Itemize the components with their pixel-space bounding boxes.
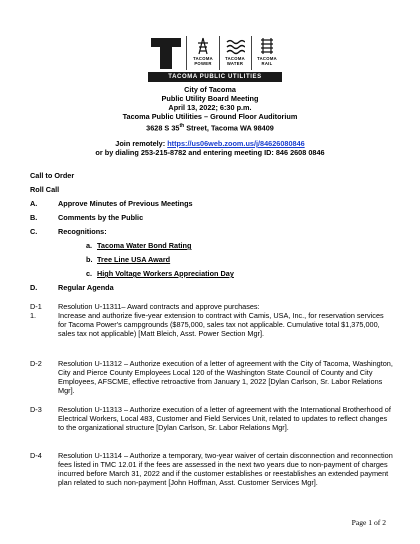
meeting-title: Public Utility Board Meeting [161, 94, 259, 103]
agenda-item-recognitions: Recognitions: [58, 227, 107, 236]
agenda-item-letter: C. [30, 227, 38, 236]
resolution-d4-text: Resolution U-11314 – Authorize a temporary, two-year waiver of certain disconnection and reconnection fees listed in TMC 12.01 if the fees are assessed in the next two years due to non-payment of charges incurred before March 31, 2022 and if the customer establishes or reestablishes an extended payment plan related to such non-payment [John Hoffman, Asst. Customer Services Mgr]. [58, 451, 393, 487]
resolution-d3-text: Resolution U-11313 – Authorize execution of a letter of agreement with the International Brotherhood of Electrical Workers, Local 483, Customer and Field Services Unit, related to updates to reflect changes to the organizational structure [Dylan Carlson, Sr. Labor Relations Mgr]. [58, 405, 391, 432]
agenda-item-letter: B. [30, 213, 38, 222]
address-pre: 3628 S 35 [146, 123, 180, 133]
page-number: Page 1 of 2 [351, 518, 386, 527]
recognition-high-voltage[interactable]: High Voltage Workers Appreciation Day [97, 269, 234, 278]
resolution-id: D-4 [30, 451, 42, 460]
recognition-letter: a. [86, 241, 93, 250]
logo-band: TACOMA PUBLIC UTILITIES [148, 72, 282, 82]
logo-rail-label1: TACOMA [257, 56, 277, 61]
logo-power-cell [188, 36, 218, 70]
meeting-address [0, 122, 420, 133]
water-waves-icon [220, 36, 250, 56]
power-tower-icon [188, 36, 218, 56]
address-sup: th [179, 123, 185, 129]
logo-water-label2: WATER [226, 61, 244, 66]
recognition-tree-line[interactable]: Tree Line USA Award [97, 255, 171, 264]
recognition-letter: c. [86, 269, 93, 278]
logo-water-cell [220, 36, 250, 70]
logo-rail-cell [252, 36, 282, 70]
logo-power-label2: POWER [194, 61, 212, 66]
agenda-item-letter: D. [30, 283, 38, 292]
resolution-id: D-2 [30, 359, 42, 368]
meeting-date: April 13, 2022; 6:30 p.m. [168, 103, 252, 112]
recognition-water-bond[interactable]: Tacoma Water Bond Rating [97, 241, 192, 250]
agenda-item-minutes: Approve Minutes of Previous Meetings [58, 199, 193, 208]
agenda-item-regular: Regular Agenda [58, 283, 114, 292]
resolution-d2-text: Resolution U-11312 – Authorize execution of a letter of agreement with the City of Tacoma, Washington, City and Pierce County Employees Local 120 of the Washington State Council of County and City Employees, AFSCME, effective retroactive from January 1, 2022 [Dylan Carlson, Sr. Labor Relations Mgr]. [58, 359, 393, 395]
recognition-letter: b. [86, 255, 93, 264]
meeting-venue: Tacoma Public Utilities – Ground Floor Auditorium [122, 112, 298, 121]
resolution-id: D-3 [30, 405, 42, 414]
tacoma-t-logo-icon [150, 36, 182, 70]
logo-power-label1: TACOMA [193, 56, 213, 61]
resolution-id: D-1 [30, 302, 42, 311]
agenda-item-letter: A. [30, 199, 38, 208]
dial-line: or by dialing 253-215-8782 and entering meeting ID: 846 2608 0846 [95, 148, 325, 157]
call-to-order: Call to Order [30, 171, 75, 180]
resolution-d1-text: Resolution U-11311– Award contracts and approve purchases: [58, 302, 260, 311]
rail-tracks-icon [252, 36, 282, 56]
resolution-sub-number: 1. [30, 311, 37, 320]
address-post: Street, Tacoma WA 98409 [184, 123, 274, 133]
roll-call: Roll Call [30, 185, 60, 194]
city-title: City of Tacoma [184, 85, 236, 94]
join-label: Join remotely: [115, 139, 168, 148]
resolution-d1-sub-text: Increase and authorize five-year extension to contract with Camis, USA, Inc., for reservation services for Tacoma Power's campgrounds ($875,000, sales tax not applicable. Cumulative total $1,375,000, sales tax not applicable) [Matt Bleich, Asst. Power Section Mgr]. [58, 311, 384, 338]
logo-rail-label2: RAIL [261, 61, 273, 66]
agenda-item-comments: Comments by the Public [58, 213, 144, 222]
logo-divider [186, 36, 187, 70]
tpu-logo [148, 34, 282, 82]
logo-water-label1: TACOMA [225, 56, 245, 61]
zoom-link[interactable]: https://us06web.zoom.us/j/84626080846 [167, 139, 305, 148]
